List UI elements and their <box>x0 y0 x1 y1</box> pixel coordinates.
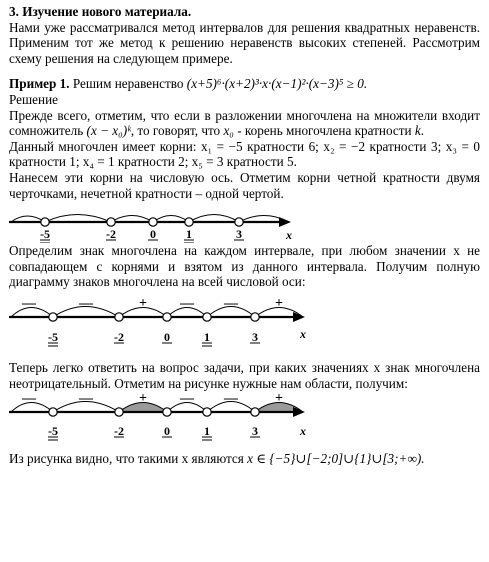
para1-end: . <box>420 123 425 139</box>
multiplicity-paragraph <box>9 108 480 139</box>
interval-sign: — <box>180 295 194 311</box>
root-point-0 <box>163 408 171 416</box>
solution-diagram-figure <box>9 391 480 451</box>
interval-sign: + <box>275 391 283 407</box>
root-point--5 <box>49 313 57 321</box>
conclusion-answer: x ∈ {−5}∪[−2;0]∪{1}∪[3;+∞). <box>247 451 425 467</box>
root-label-0: 0 <box>164 329 170 344</box>
example-formula: (x+5)⁶·(x+2)³·x·(x−1)²·(x−3)⁵ ≥ 0. <box>186 76 368 92</box>
intro-paragraph: Нами уже рассматривался метод интервалов для решения квадратных неравенств. Применим тот же метод к решению неравенств высоких степеней. Рассмотрим схему решения на следующем примере. <box>9 19 480 66</box>
axis-variable-label: x <box>286 228 292 243</box>
root-point--2 <box>107 218 115 226</box>
root-label--2: -2 <box>114 424 124 439</box>
interval-sign: — <box>79 391 93 407</box>
root-label--5: -5 <box>48 424 58 439</box>
para1-k: k <box>414 123 421 139</box>
para1-factor: (x − x₀)ᵏ <box>86 123 131 139</box>
interval-sign: — <box>224 295 238 311</box>
root-label--5: -5 <box>40 227 50 242</box>
root-point--5 <box>49 408 57 416</box>
interval-sign: + <box>139 391 147 407</box>
conclusion-text: Из рисунка видно, что такими x являются <box>9 451 244 467</box>
answer-question-paragraph: Теперь легко ответить на вопрос задачи, при каких значениях x знак многочлена неотрицательный. Отметим на рисунке нужные нам области, получим: <box>9 359 480 391</box>
root-labels <box>48 330 260 346</box>
root-labels <box>40 227 244 243</box>
root-point-1 <box>203 408 211 416</box>
example-line <box>9 76 480 92</box>
root-point-1 <box>185 218 193 226</box>
interval-sign: — <box>79 295 93 311</box>
interval-sign: — <box>180 391 194 407</box>
para1-middle: , то говорят, что <box>130 123 221 139</box>
signs-paragraph: Определим знак многочлена на каждом интервале, при любом значении x не совпадающем с корнями и взятом из данного интервала. Получим полную диаграмму знаков многочлена на всей числовой оси: <box>9 243 480 290</box>
root-label-3: 3 <box>252 424 258 439</box>
example-label: Пример 1. <box>9 76 70 92</box>
root-point-0 <box>163 313 171 321</box>
interval-sign: + <box>275 295 283 311</box>
root-point-3 <box>251 408 259 416</box>
root-point--2 <box>115 313 123 321</box>
root-label-0: 0 <box>164 424 170 439</box>
root-label-3: 3 <box>236 227 242 242</box>
root-label-1: 1 <box>204 329 210 344</box>
interval-sign: — <box>224 391 238 407</box>
root-point-0 <box>149 218 157 226</box>
root-point-3 <box>251 313 259 321</box>
para1-after: - корень многочлена кратности <box>237 123 412 139</box>
roots-paragraph: Данный многочлен имеет корни: x₁ = −5 кратности 6; x₂ = −2 кратности 3; x₃ = 0 кратности 1; x₄ = 1 кратности 2; x₅ = 3 кратности 5. <box>9 138 480 170</box>
root-label-1: 1 <box>204 424 210 439</box>
root-label-1: 1 <box>186 227 192 242</box>
conclusion-paragraph <box>9 451 480 467</box>
para1-before: Прежде всего, отметим, что если в разложении многочлена на множители входит сомножитель <box>9 107 480 139</box>
example-text: Решим неравенство <box>72 76 184 92</box>
axis-variable-label: x <box>300 326 306 341</box>
number-line-roots-figure <box>9 201 480 243</box>
sign-diagram-figure <box>9 290 480 360</box>
solution-label: Решение <box>9 91 58 107</box>
root-point-3 <box>235 218 243 226</box>
para1-x0: x₀ <box>223 123 234 139</box>
root-label--2: -2 <box>106 227 116 242</box>
axis-paragraph: Нанесем эти корни на числовую ось. Отметим корни четной кратности двумя черточками, нечетной кратности – одной чертой. <box>9 169 480 201</box>
interval-sign: — <box>22 295 36 311</box>
root-label--2: -2 <box>114 329 124 344</box>
root-labels <box>48 424 260 440</box>
section-heading: 3. Изучение нового материала. <box>9 4 192 19</box>
root-label-3: 3 <box>252 329 258 344</box>
interval-sign: — <box>22 391 36 407</box>
document-page <box>9 4 480 467</box>
root-point--5 <box>41 218 49 226</box>
interval-sign: + <box>139 295 147 311</box>
root-label--5: -5 <box>48 329 58 344</box>
root-point-1 <box>203 313 211 321</box>
root-label-0: 0 <box>150 227 156 242</box>
root-point--2 <box>115 408 123 416</box>
axis-variable-label: x <box>300 424 306 439</box>
